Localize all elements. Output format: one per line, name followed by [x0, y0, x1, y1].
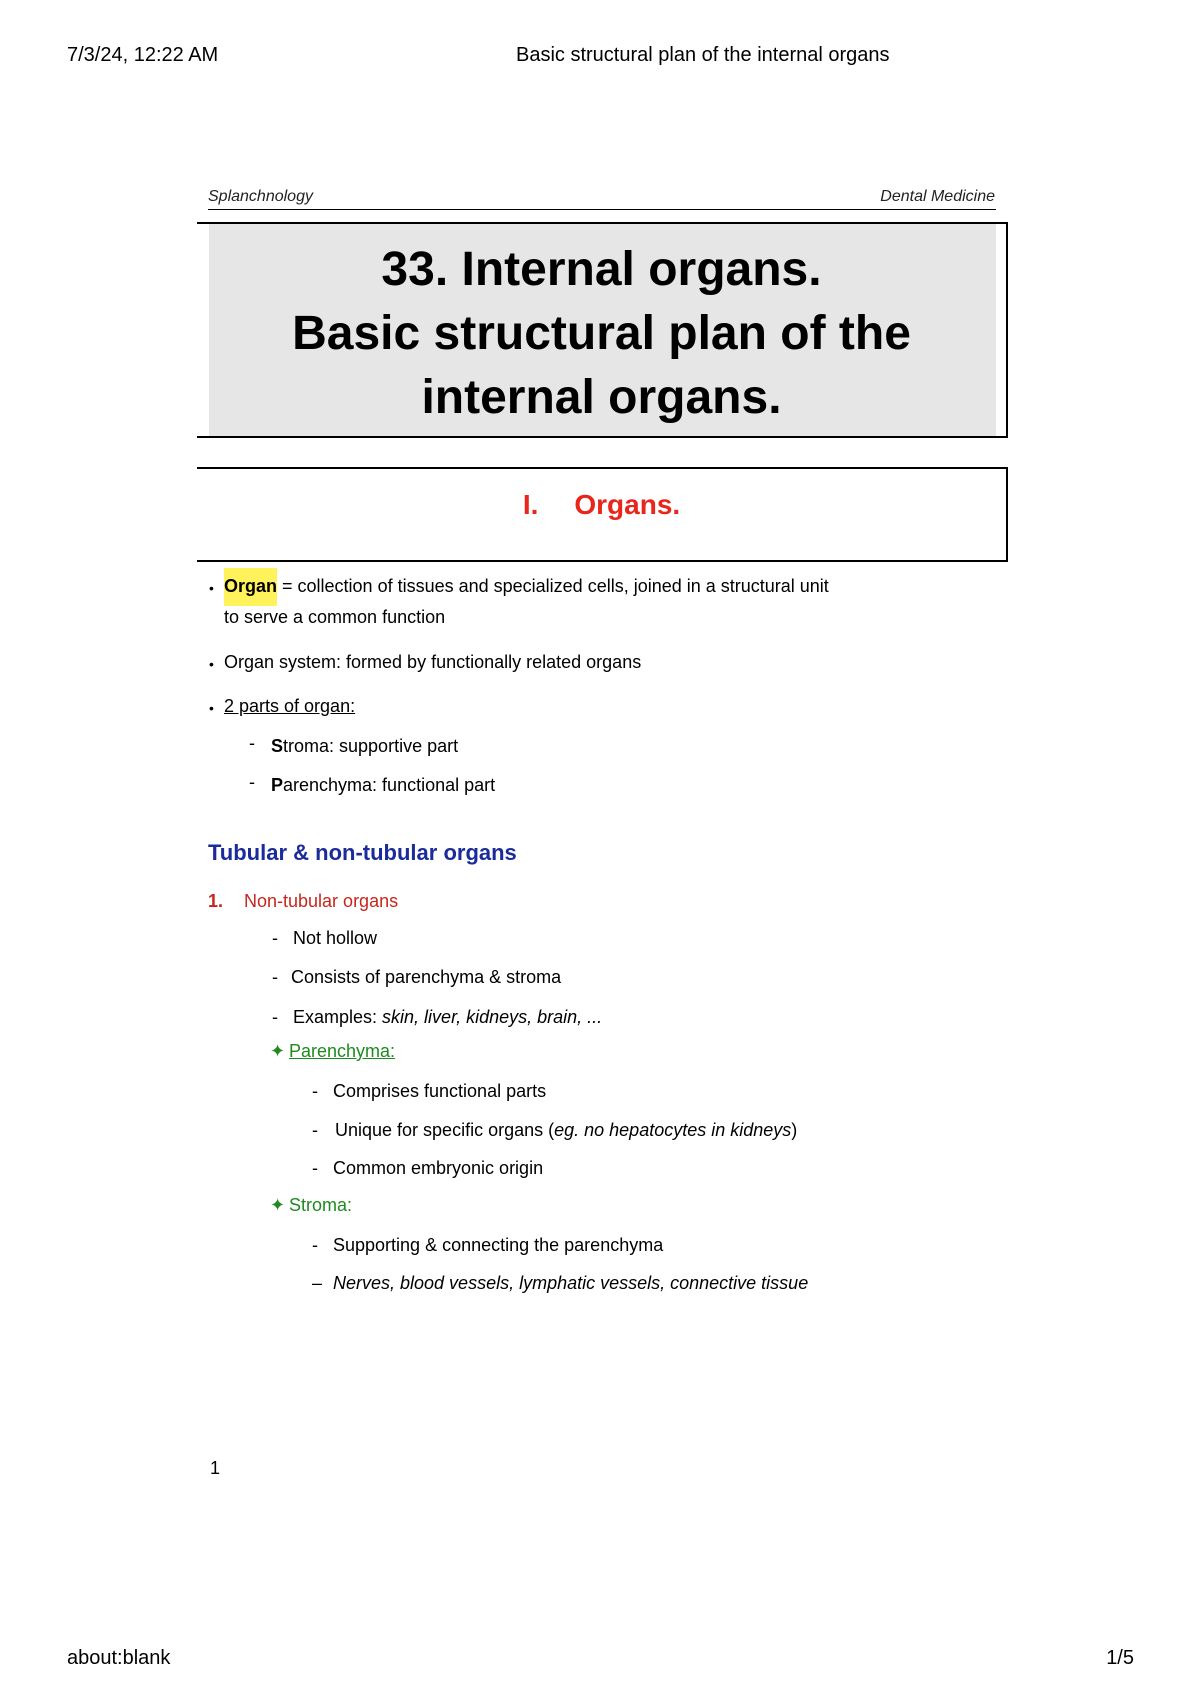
par2-example: eg. no hepatocytes in kidneys — [554, 1120, 792, 1140]
stroma-initial: S — [271, 736, 284, 756]
print-datetime: 7/3/24, 12:22 AM — [67, 44, 219, 66]
dash-marker: – — [312, 1273, 323, 1293]
title-line-1: 33. Internal organs. — [381, 243, 822, 296]
organ-definition-text: = collection of tissues and specialized cells, joined in a structural unit — [277, 576, 829, 596]
stroma-item — [271, 736, 458, 757]
examples — [293, 1007, 602, 1028]
parenchyma-text: arenchyma: functional part — [283, 775, 496, 795]
organ-system: Organ system: formed by functionally related organs — [224, 652, 642, 672]
title-line-2: Basic structural plan of the — [292, 307, 911, 360]
document-title — [197, 238, 1006, 430]
print-doc-title: Basic structural plan of the internal organs — [516, 44, 890, 66]
not-hollow: Not hollow — [293, 928, 378, 948]
parenchyma-initial: P — [271, 775, 284, 795]
dash-marker: - — [312, 1120, 318, 1140]
examples-list: skin, liver, kidneys, brain, ... — [382, 1007, 603, 1027]
running-header-left: Splanchnology — [208, 188, 313, 205]
dash-marker: - — [312, 1081, 318, 1101]
examples-label: Examples: — [293, 1007, 383, 1027]
dash-marker: - — [272, 967, 278, 987]
title-box — [197, 222, 1008, 438]
tubular-heading: Tubular & non-tubular organs — [208, 840, 517, 865]
stroma-heading: Stroma: — [289, 1195, 353, 1215]
organ-term: Organ — [224, 568, 277, 606]
diamond-icon: ✦ — [270, 1195, 286, 1215]
diamond-icon: ✦ — [270, 1041, 286, 1061]
organ-definition-cont: to serve a common function — [224, 607, 446, 627]
dash-marker: - — [272, 928, 278, 948]
dash-marker: - — [312, 1235, 318, 1255]
stroma-point-2: Nerves, blood vessels, lymphatic vessels, connective tissue — [333, 1273, 809, 1293]
parenchyma-point-3: Common embryonic origin — [333, 1158, 544, 1178]
list-number: 1. — [208, 891, 224, 911]
stroma-text: troma: supportive part — [283, 736, 459, 756]
par2-text: Unique for specific organs ( — [335, 1120, 555, 1140]
dash-marker: - — [249, 772, 255, 792]
parenchyma-point-1: Comprises functional parts — [333, 1081, 547, 1101]
dash-marker: - — [272, 1007, 278, 1027]
parenchyma-item — [271, 775, 495, 796]
bullet-dot: • — [209, 580, 214, 596]
organ-definition — [224, 576, 829, 597]
consists: Consists of parenchyma & stroma — [291, 967, 562, 987]
bullet-dot: • — [209, 656, 214, 672]
bullet-dot: • — [209, 700, 214, 716]
two-parts-heading: 2 parts of organ: — [224, 696, 356, 716]
section-box — [197, 467, 1008, 562]
section-label: Organs. — [574, 489, 681, 520]
parenchyma-point-2 — [335, 1120, 797, 1141]
header-rule — [208, 209, 996, 210]
section-numeral: I. — [522, 489, 539, 520]
non-tubular-heading: Non-tubular organs — [244, 891, 399, 911]
page-number: 1 — [210, 1458, 221, 1478]
dash-marker: - — [249, 733, 255, 753]
section-title — [197, 489, 1006, 521]
print-url: about:blank — [67, 1647, 171, 1669]
stroma-point-1: Supporting & connecting the parenchyma — [333, 1235, 664, 1255]
title-line-3: internal organs. — [421, 371, 782, 424]
print-page-count: 1/5 — [1106, 1647, 1134, 1669]
running-header-right: Dental Medicine — [880, 188, 995, 205]
dash-marker: - — [312, 1158, 318, 1178]
par2-close: ) — [791, 1120, 798, 1140]
parenchyma-heading: Parenchyma: — [289, 1041, 396, 1061]
